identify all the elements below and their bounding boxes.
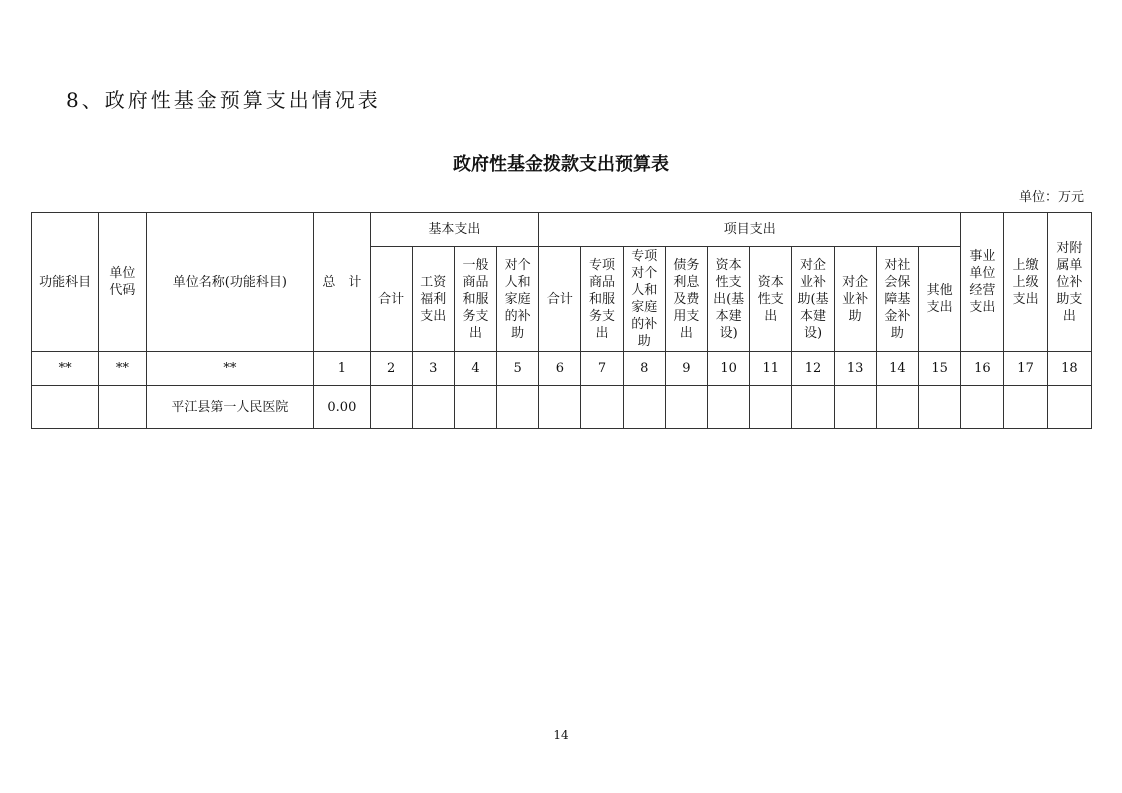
cell-empty xyxy=(961,386,1004,429)
index-cell: 11 xyxy=(750,352,792,386)
header-project-sub: 合计 xyxy=(539,247,581,352)
cell-empty xyxy=(665,386,707,429)
index-cell: ** xyxy=(32,352,99,386)
cell-empty xyxy=(539,386,581,429)
index-cell: 9 xyxy=(665,352,707,386)
cell-empty xyxy=(792,386,834,429)
header-unit-name: 单位名称(功能科目) xyxy=(146,213,314,352)
index-cell: 15 xyxy=(918,352,960,386)
index-cell: 7 xyxy=(581,352,623,386)
header-project-sub: 专项商品和服务支出 xyxy=(581,247,623,352)
unit-label: 单位：万元 xyxy=(1018,190,1084,205)
header-total: 总 计 xyxy=(314,213,370,352)
cell-code xyxy=(99,386,146,429)
header-project-sub: 资本性支出 xyxy=(750,247,792,352)
header-basic-expense: 基本支出 xyxy=(370,213,539,247)
cell-empty xyxy=(1004,386,1047,429)
header-project-sub: 对企业补助(基本建设) xyxy=(792,247,834,352)
cell-empty xyxy=(918,386,960,429)
cell-empty xyxy=(876,386,918,429)
cell-empty xyxy=(454,386,496,429)
index-cell: 2 xyxy=(370,352,412,386)
cell-empty xyxy=(412,386,454,429)
section-title: 8、政府性基金预算支出情况表 xyxy=(66,88,381,112)
budget-table xyxy=(31,212,1092,429)
index-cell: 5 xyxy=(497,352,539,386)
cell-empty xyxy=(497,386,539,429)
header-basic-sub: 一般商品和服务支出 xyxy=(454,247,496,352)
index-cell: 10 xyxy=(708,352,750,386)
header-gongneng: 功能科目 xyxy=(32,213,99,352)
header-remit-superior: 上缴上级支出 xyxy=(1004,213,1047,352)
index-cell: 4 xyxy=(454,352,496,386)
index-cell: ** xyxy=(99,352,146,386)
index-cell: 1 xyxy=(314,352,370,386)
header-business-expense: 事业单位经营支出 xyxy=(961,213,1004,352)
header-project-expense: 项目支出 xyxy=(539,213,961,247)
index-cell: 13 xyxy=(834,352,876,386)
cell-empty xyxy=(1047,386,1091,429)
index-cell: 3 xyxy=(412,352,454,386)
header-row-1 xyxy=(32,213,1092,247)
cell-empty xyxy=(834,386,876,429)
index-cell: 12 xyxy=(792,352,834,386)
header-project-sub: 对社会保障基金补助 xyxy=(876,247,918,352)
index-cell: 16 xyxy=(961,352,1004,386)
page-number: 14 xyxy=(553,728,569,742)
index-row xyxy=(32,352,1092,386)
header-basic-sub: 工资福利支出 xyxy=(412,247,454,352)
header-subsidy-affiliate: 对附属单位补助支出 xyxy=(1047,213,1091,352)
table-title: 政府性基金拨款支出预算表 xyxy=(453,154,669,175)
header-basic-sub: 合计 xyxy=(370,247,412,352)
header-project-sub: 专项对个人和家庭的补助 xyxy=(623,247,665,352)
index-cell: 6 xyxy=(539,352,581,386)
index-cell: ** xyxy=(146,352,314,386)
cell-empty xyxy=(370,386,412,429)
cell-total: 0.00 xyxy=(314,386,370,429)
cell-empty xyxy=(623,386,665,429)
index-cell: 18 xyxy=(1047,352,1091,386)
header-unit-code: 单位代码 xyxy=(99,213,146,352)
header-project-sub: 其他支出 xyxy=(918,247,960,352)
table-row xyxy=(32,386,1092,429)
index-cell: 8 xyxy=(623,352,665,386)
cell-gongneng xyxy=(32,386,99,429)
index-cell: 14 xyxy=(876,352,918,386)
header-project-sub: 对企业补助 xyxy=(834,247,876,352)
header-project-sub: 资本性支出(基本建设) xyxy=(708,247,750,352)
index-cell: 17 xyxy=(1004,352,1047,386)
cell-empty xyxy=(750,386,792,429)
header-basic-sub: 对个人和家庭的补助 xyxy=(497,247,539,352)
header-project-sub: 债务利息及费用支出 xyxy=(665,247,707,352)
cell-empty xyxy=(581,386,623,429)
cell-empty xyxy=(708,386,750,429)
cell-unit-name: 平江县第一人民医院 xyxy=(146,386,314,429)
